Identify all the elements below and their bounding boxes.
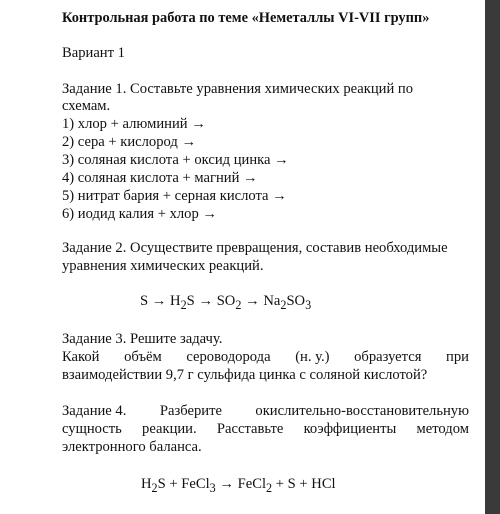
word: при bbox=[446, 349, 469, 365]
task1-heading-line2: схемам. bbox=[62, 98, 111, 114]
task1-item: 6) иодид калия + хлор → bbox=[62, 206, 218, 222]
eq-s-fecl: S + FeCl bbox=[157, 476, 210, 492]
task1-item: 4) соляная кислота + магний → bbox=[62, 170, 258, 186]
task3-line2: взаимодействии 9,7 г сульфида цинка с соляной кислотой? bbox=[62, 367, 428, 383]
word: Разберите bbox=[159, 403, 222, 419]
word: Какой bbox=[62, 349, 100, 365]
scheme-h: H bbox=[170, 293, 181, 309]
scheme-na: Na bbox=[263, 293, 281, 309]
transformation-scheme bbox=[140, 293, 311, 314]
variant-label: Вариант 1 bbox=[62, 45, 125, 61]
task1-item: 2) сера + кислород → bbox=[62, 134, 197, 150]
word: окислительно-восстановительную bbox=[255, 403, 469, 419]
scrollbar[interactable] bbox=[485, 0, 500, 514]
task3-line1 bbox=[62, 349, 469, 367]
word: реакции. bbox=[142, 421, 197, 437]
scheme-s: S bbox=[140, 293, 149, 309]
task4-line2 bbox=[62, 421, 469, 439]
word: (н. у.) bbox=[295, 349, 330, 365]
subscript: 3 bbox=[305, 297, 312, 312]
scheme-so3: SO bbox=[286, 293, 306, 309]
scheme-s: S bbox=[186, 293, 195, 309]
word: коэффициенты bbox=[303, 421, 397, 437]
eq-h: H bbox=[141, 476, 152, 492]
task1-item: 1) хлор + алюминий → bbox=[62, 116, 206, 132]
word: образуется bbox=[354, 349, 422, 365]
task1-heading-line1: Задание 1. Составьте уравнения химических реакций по bbox=[62, 81, 414, 97]
subscript: 2 bbox=[151, 480, 158, 495]
task4-line1 bbox=[62, 403, 469, 421]
word: Задание 4. bbox=[62, 403, 127, 419]
task2-heading-line2: уравнения химических реакций. bbox=[62, 258, 264, 274]
word: сущность bbox=[62, 421, 122, 437]
arrow-icon: → bbox=[151, 293, 167, 309]
arrow-icon: → bbox=[198, 293, 214, 309]
word: сероводорода bbox=[186, 349, 271, 365]
subscript: 2 bbox=[266, 480, 273, 495]
word: объём bbox=[124, 349, 162, 365]
task1-item: 5) нитрат бария + серная кислота → bbox=[62, 188, 287, 204]
document-title: Контрольная работа по теме «Неметаллы VI-VII групп» bbox=[62, 10, 430, 26]
task1-item: 3) соляная кислота + оксид цинка → bbox=[62, 152, 289, 168]
subscript: 3 bbox=[209, 480, 216, 495]
subscript: 2 bbox=[235, 297, 242, 312]
redox-equation bbox=[141, 476, 336, 497]
word: методом bbox=[416, 421, 469, 437]
subscript: 2 bbox=[280, 297, 287, 312]
task4-line3: электронного баланса. bbox=[62, 439, 202, 455]
subscript: 2 bbox=[180, 297, 187, 312]
scheme-so: SO bbox=[216, 293, 236, 309]
eq-tail: + S + HCl bbox=[275, 476, 336, 492]
eq-fecl: FeCl bbox=[237, 476, 267, 492]
word: Расставьте bbox=[216, 421, 284, 437]
task2-heading-line1: Задание 2. Осуществите превращения, составив необходимые bbox=[62, 240, 448, 256]
arrow-icon: → bbox=[219, 476, 234, 492]
arrow-icon: → bbox=[245, 293, 260, 309]
task3-heading: Задание 3. Решите задачу. bbox=[62, 331, 223, 347]
